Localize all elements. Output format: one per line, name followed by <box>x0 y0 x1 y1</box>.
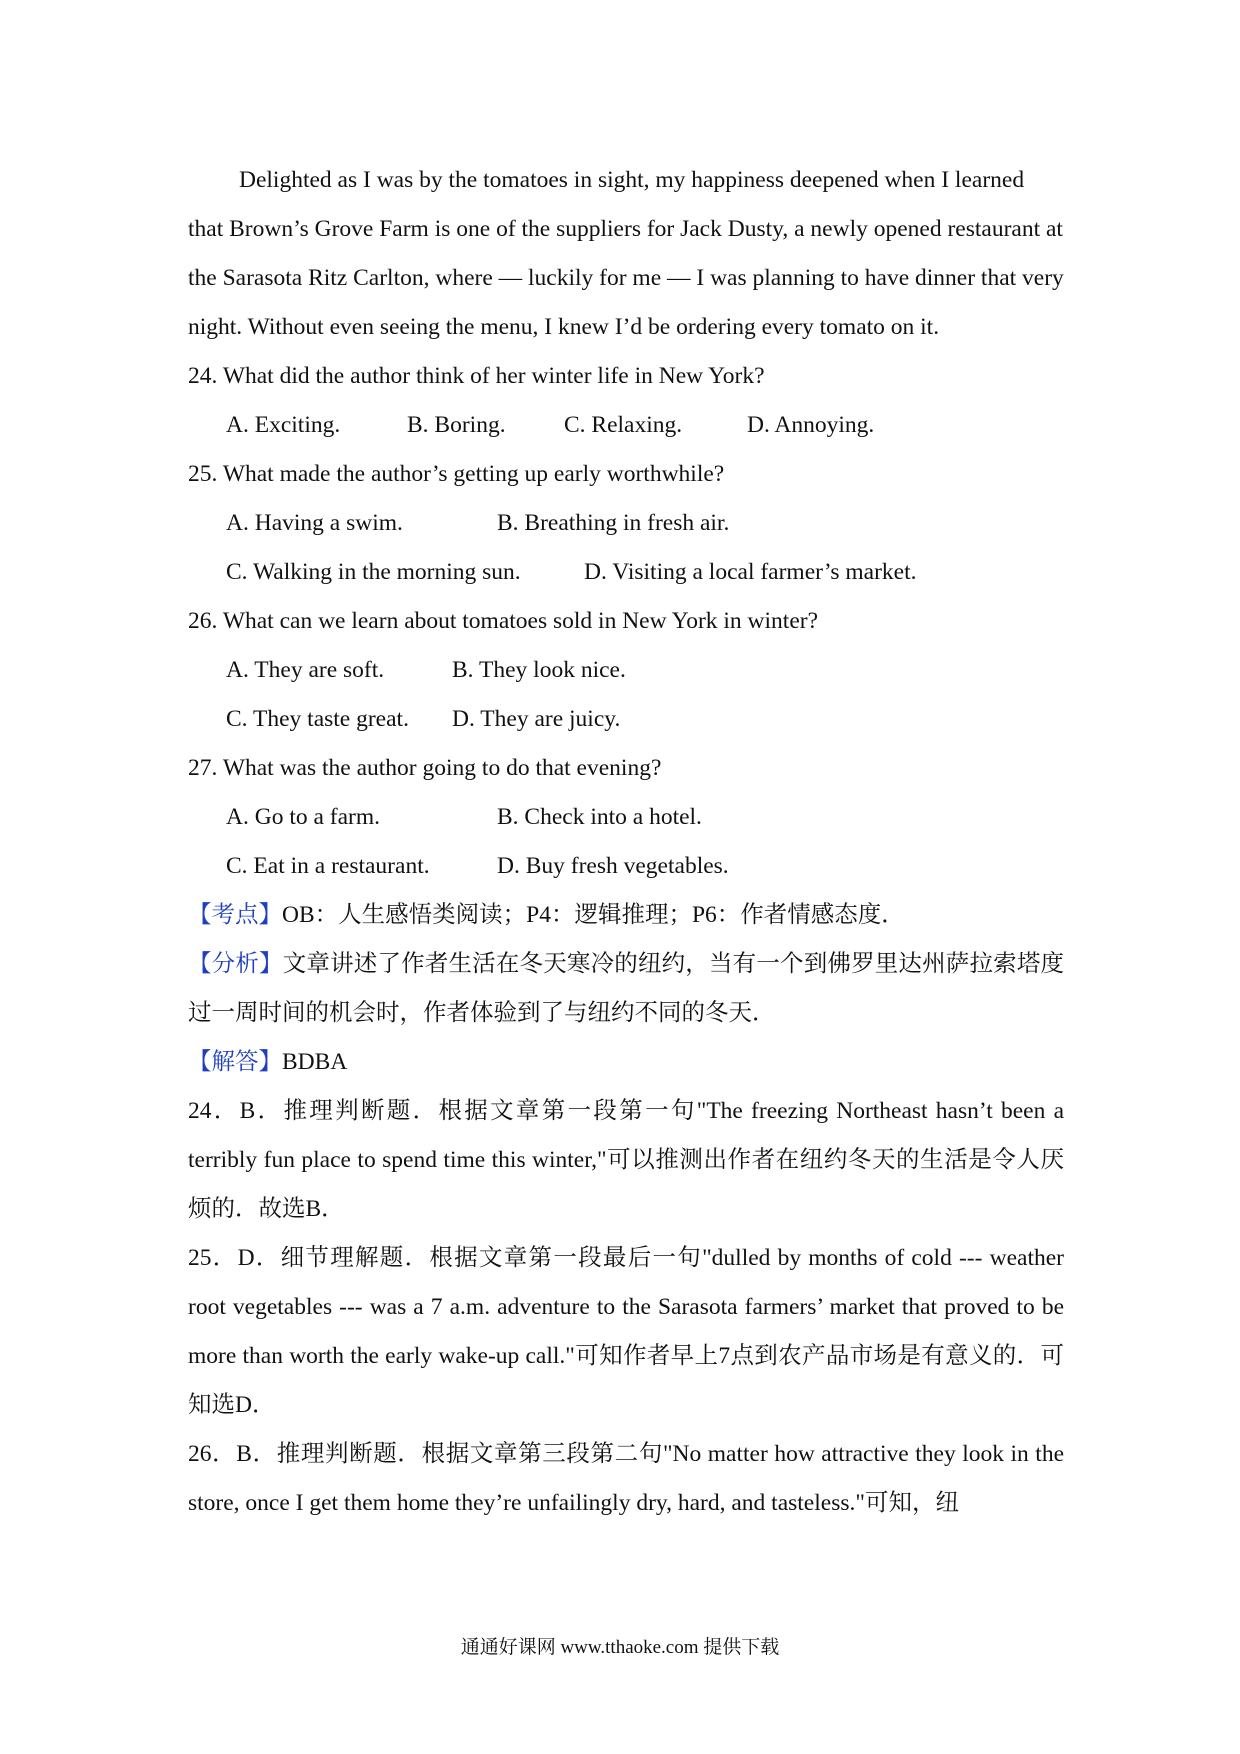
fenxi-tag: 【分析】 <box>188 951 283 977</box>
page-content <box>188 156 1064 1528</box>
question-25-options-row1 <box>226 499 1064 548</box>
question-24-options <box>226 401 1064 450</box>
option-26-a: A. They are soft. <box>226 657 385 683</box>
jieda-tag: 【解答】 <box>188 1049 282 1075</box>
option-25-c: C. Walking in the morning sun. <box>226 559 521 585</box>
question-25-stem: 25. What made the author’s getting up early worthwhile? <box>188 461 725 487</box>
jieda-line <box>188 1038 1064 1087</box>
jieda-text: BDBA <box>282 1049 348 1075</box>
question-26-options-row1 <box>226 646 1064 695</box>
page-footer: 通通好课网 www.tthaoke.com 提供下载 <box>460 1637 780 1658</box>
option-26-d: D. They are juicy. <box>452 706 621 732</box>
question-27-stem: 27. What was the author going to do that evening? <box>188 755 662 781</box>
option-25-a: A. Having a swim. <box>226 510 403 536</box>
option-27-b: B. Check into a hotel. <box>497 804 702 830</box>
option-27-d: D. Buy fresh vegetables. <box>497 853 729 879</box>
option-24-d: D. Annoying. <box>747 412 875 438</box>
explanation-25: 25．D．细节理解题．根据文章第一段最后一句"dulled by months of cold --- weather root vegetables --- was a 7 a.m. adventure to the Sarasota farmers’ market that proved to be more than worth the early wake-up call."可知作者早上7点到农产品市场是有意义的．可知选D． <box>188 1245 1064 1418</box>
question-24-stem: 24. What did the author think of her winter life in New York? <box>188 363 765 389</box>
option-26-c: C. They taste great. <box>226 706 409 732</box>
kaodian-text: OB：人生感悟类阅读；P4：逻辑推理；P6：作者情感态度． <box>282 902 905 928</box>
option-27-a: A. Go to a farm. <box>226 804 381 830</box>
option-25-b: B. Breathing in fresh air. <box>497 510 730 536</box>
question-26-options-row2 <box>226 695 1064 744</box>
fenxi-text: 文章讲述了作者生活在冬天寒冷的纽约，当有一个到佛罗里达州萨拉索塔度过一周时间的机会时，作者体验到了与纽约不同的冬天． <box>188 951 1065 1026</box>
option-26-b: B. They look nice. <box>452 657 626 683</box>
passage-paragraph: Delighted as I was by the tomatoes in sight, my happiness deepened when I learned that Brown’s Grove Farm is one of the suppliers for Jack Dusty, a newly opened restaurant at the Sarasota Ritz Carlton, where — luckily for me — I was planning to have dinner that very night. Without even seeing the menu, I knew I’d be ordering every tomato on it. <box>188 167 1064 340</box>
kaodian-line <box>188 891 1064 940</box>
explanation-24: 24．B．推理判断题．根据文章第一段第一句"The freezing Northeast hasn’t been a terribly fun place to spend time this winter,"可以推测出作者在纽约冬天的生活是令人厌烦的．故选B． <box>188 1098 1064 1222</box>
kaodian-tag: 【考点】 <box>188 902 282 928</box>
option-24-a: A. Exciting. <box>226 412 341 438</box>
option-27-c: C. Eat in a restaurant. <box>226 853 430 879</box>
question-27-options-row2 <box>226 842 1064 891</box>
question-26-stem: 26. What can we learn about tomatoes sold in New York in winter? <box>188 608 819 634</box>
question-27-options-row1 <box>226 793 1064 842</box>
option-24-b: B. Boring. <box>407 412 506 438</box>
question-25-options-row2 <box>226 548 1064 597</box>
fenxi-line <box>188 940 1064 1038</box>
option-25-d: D. Visiting a local farmer’s market. <box>584 559 917 585</box>
explanation-26: 26．B．推理判断题．根据文章第三段第二句"No matter how attractive they look in the store, once I get them home they’re unfailingly dry, hard, and tasteless."可知，纽 <box>188 1441 1064 1516</box>
option-24-c: C. Relaxing. <box>564 412 683 438</box>
